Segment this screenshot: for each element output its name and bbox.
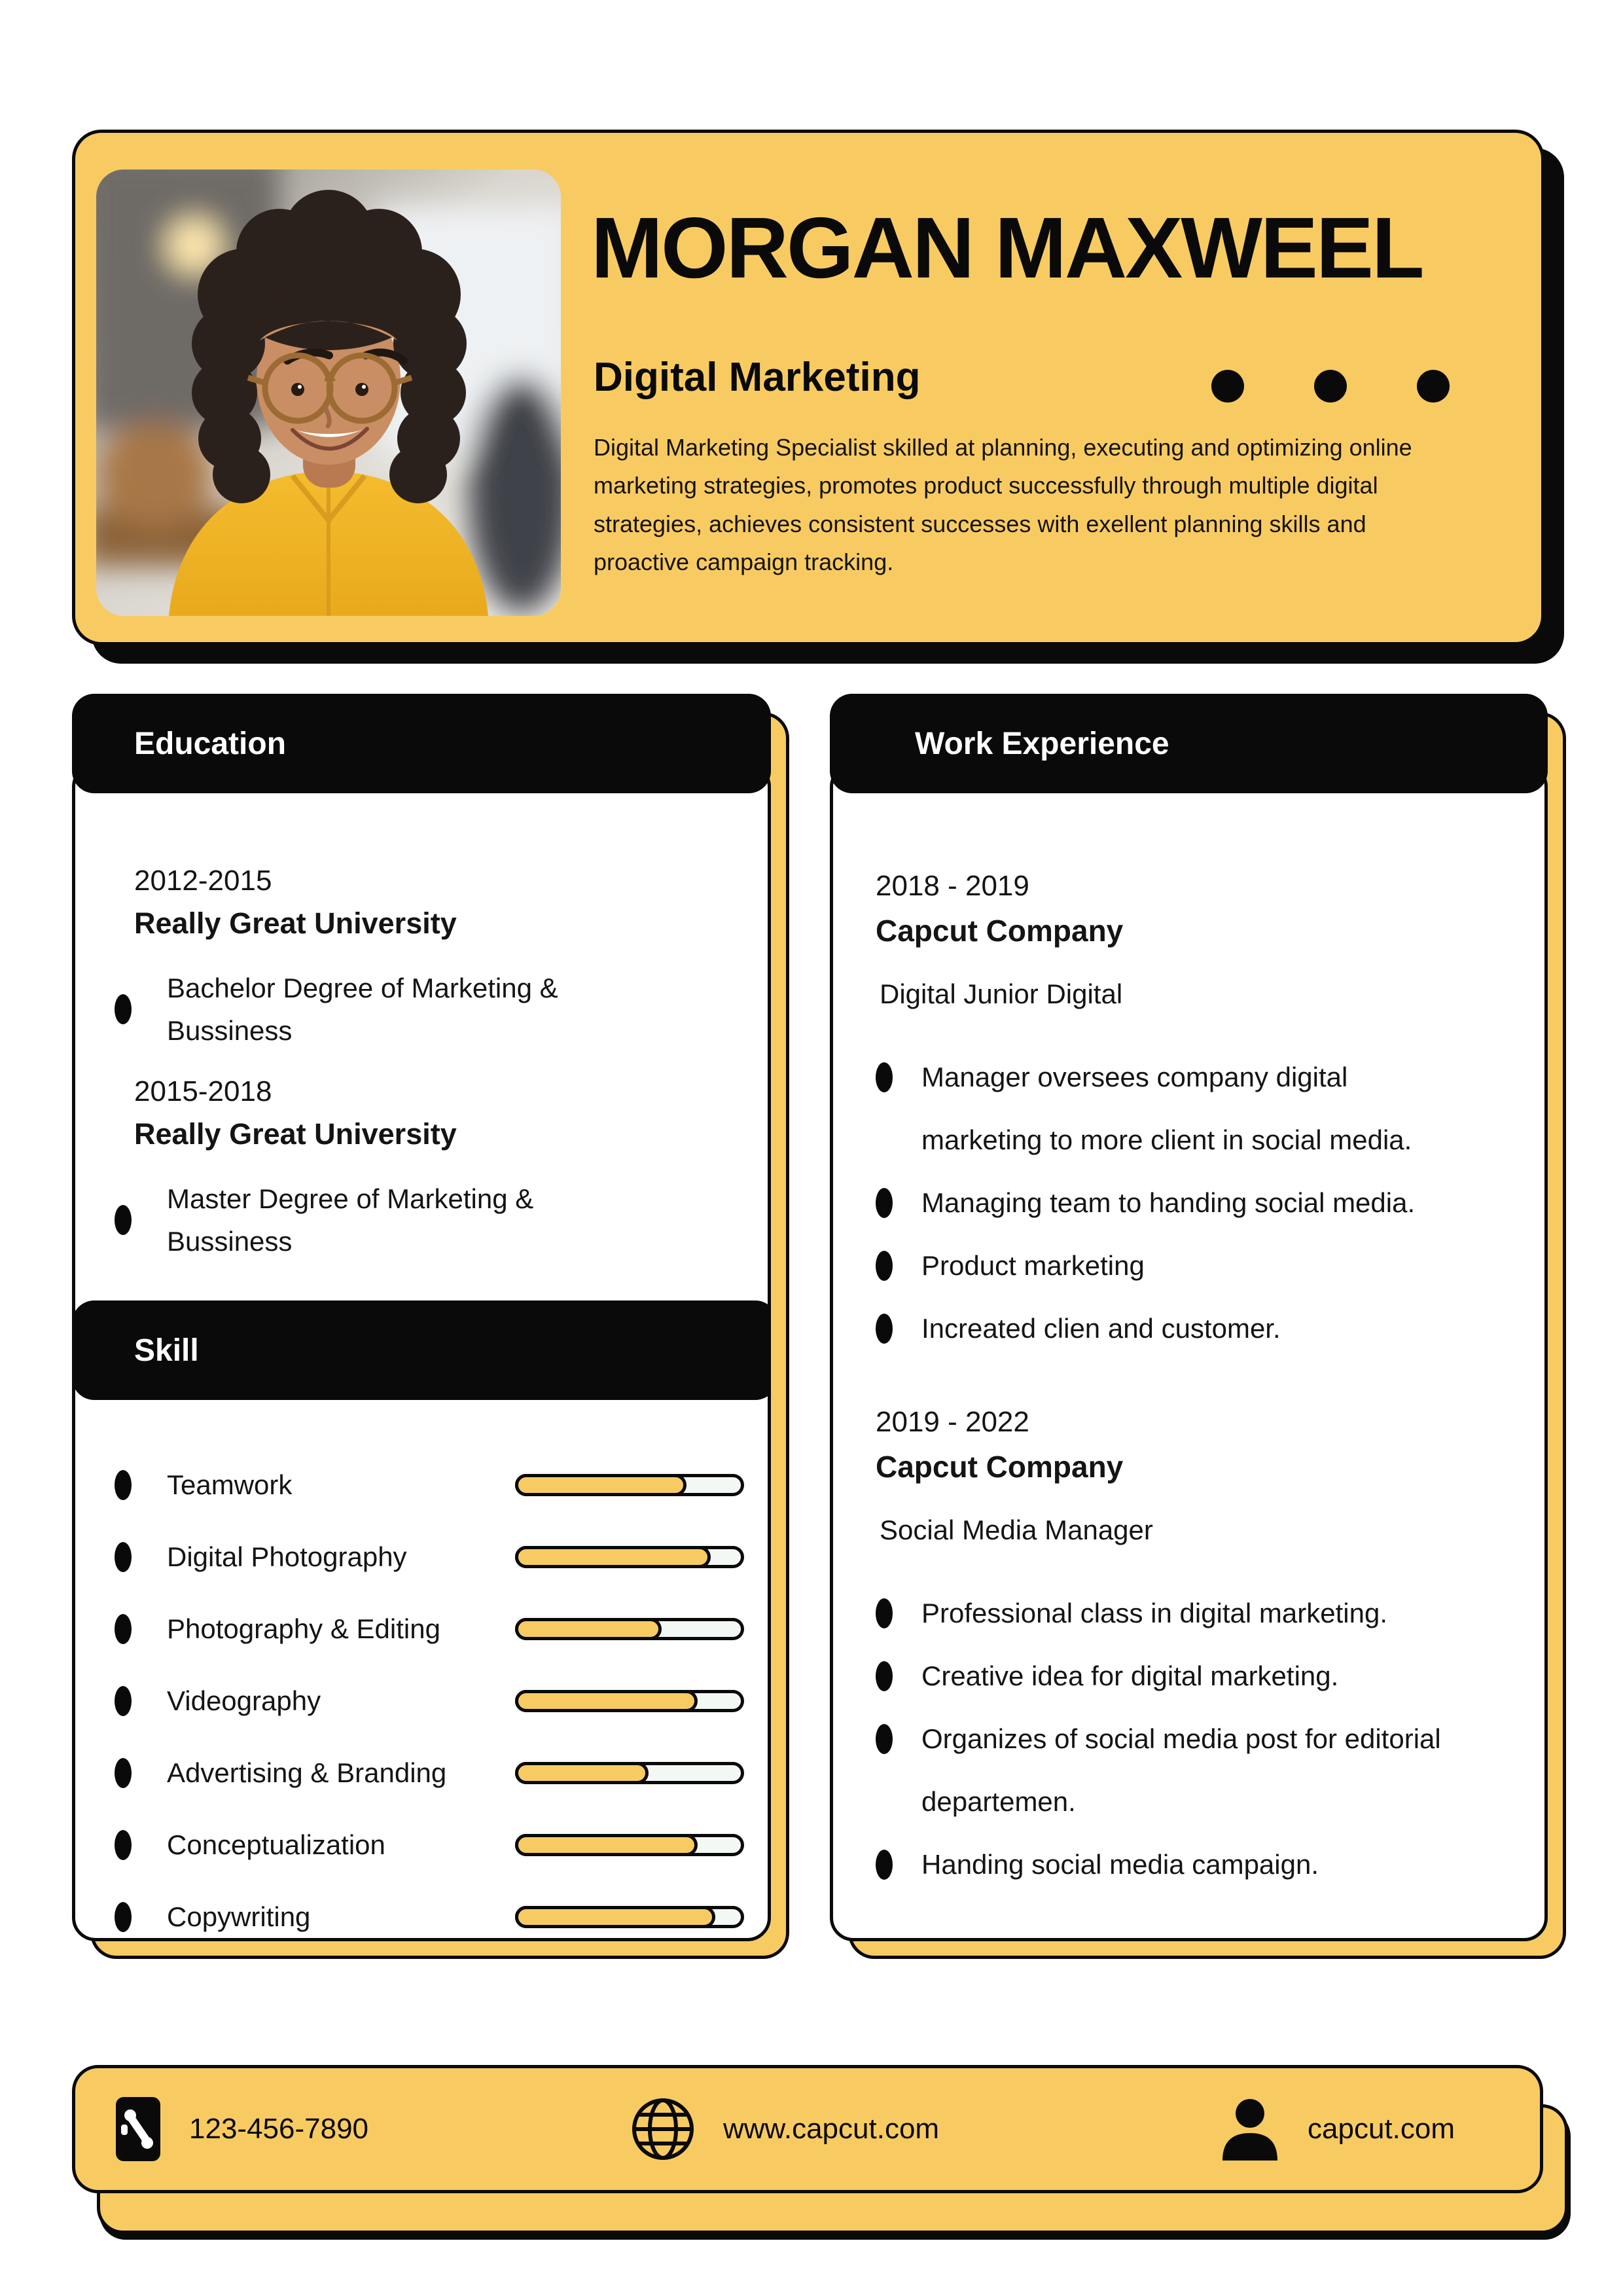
footer bbox=[72, 2065, 1543, 2193]
bullet-icon bbox=[115, 1614, 132, 1644]
globe-icon bbox=[630, 2096, 696, 2162]
decorative-dots bbox=[1211, 370, 1450, 403]
job-bullet-item bbox=[876, 1234, 1518, 1297]
job-bullet-text: Creative idea for digital marketing. bbox=[921, 1660, 1339, 1691]
dot-icon bbox=[1314, 370, 1347, 403]
footer-email-group bbox=[1008, 2096, 1494, 2162]
bullet-icon bbox=[115, 1830, 132, 1860]
job-company: Capcut Company bbox=[876, 914, 1124, 948]
bullet-icon bbox=[115, 1902, 132, 1932]
skill-bar-track bbox=[515, 1474, 744, 1496]
job-bullet-list bbox=[876, 1582, 1518, 1896]
job-role: Social Media Manager bbox=[880, 1515, 1153, 1545]
skill-bar-fill bbox=[515, 1618, 662, 1640]
skill-row bbox=[108, 1831, 744, 1859]
skill-label: Videography bbox=[167, 1685, 321, 1717]
work-heading: Work Experience bbox=[915, 726, 1169, 761]
education-heading: Education bbox=[134, 726, 287, 761]
job-bullet-text: Handing social media campaign. bbox=[921, 1849, 1319, 1880]
profile-photo bbox=[96, 170, 561, 616]
skill-bar-track bbox=[515, 1546, 744, 1568]
job-bullet-item bbox=[876, 1582, 1518, 1645]
skill-bar-fill bbox=[515, 1762, 649, 1784]
skill-row bbox=[108, 1543, 744, 1571]
right-column bbox=[830, 694, 1548, 1941]
bullet-icon bbox=[876, 1314, 893, 1344]
education-degree-item bbox=[108, 967, 744, 1052]
job-bullet-text: Managing team to handing social media. bbox=[921, 1187, 1416, 1218]
skill-bar-fill bbox=[515, 1546, 711, 1568]
skill-bar-fill bbox=[515, 1474, 687, 1496]
education-degree: Bachelor Degree of Marketing & Bussiness bbox=[167, 973, 558, 1047]
bullet-icon bbox=[876, 1251, 893, 1281]
skill-label: Digital Photography bbox=[167, 1541, 407, 1573]
person-name: MORGAN MAXWEEL bbox=[591, 200, 1423, 296]
skill-heading: Skill bbox=[134, 1333, 199, 1368]
skill-bar-fill bbox=[515, 1906, 715, 1928]
job-bullet-text: Professional class in digital marketing. bbox=[921, 1598, 1387, 1628]
skill-label: Advertising & Branding bbox=[167, 1757, 447, 1789]
bullet-icon bbox=[876, 1850, 893, 1880]
job-bullet-text: Manager oversees company digital marketing to more client in social media. bbox=[921, 1062, 1412, 1155]
footer-phone: 123-456-7890 bbox=[189, 2113, 369, 2145]
skill-row bbox=[108, 1687, 744, 1715]
education-years: 2012-2015 bbox=[134, 865, 272, 897]
skill-row bbox=[108, 1615, 744, 1643]
bullet-icon bbox=[876, 1188, 893, 1218]
skill-section-header-wrap bbox=[72, 1300, 771, 1400]
phone-icon bbox=[115, 2096, 162, 2162]
skill-section-header bbox=[72, 1300, 771, 1400]
bullet-icon bbox=[115, 1758, 132, 1788]
skill-label: Photography & Editing bbox=[167, 1613, 440, 1645]
person-icon bbox=[1220, 2096, 1280, 2162]
bullet-icon bbox=[115, 1205, 132, 1235]
job-bullet-text: Product marketing bbox=[921, 1250, 1145, 1281]
footer-email: capcut.com bbox=[1308, 2113, 1455, 2145]
job-bullet-item bbox=[876, 1645, 1518, 1708]
skill-bar-track bbox=[515, 1906, 744, 1928]
bullet-icon bbox=[115, 1470, 132, 1500]
job-role: Digital Junior Digital bbox=[880, 978, 1123, 1009]
work-section-header bbox=[830, 694, 1548, 793]
education-degree: Master Degree of Marketing & Bussiness bbox=[167, 1183, 534, 1257]
person-title: Digital Marketing bbox=[594, 355, 921, 400]
bullet-icon bbox=[876, 1062, 893, 1092]
education-school: Really Great University bbox=[134, 906, 457, 940]
bullet-icon bbox=[876, 1661, 893, 1691]
left-column bbox=[72, 694, 771, 1941]
skill-bar-track bbox=[515, 1618, 744, 1640]
job-years: 2018 - 2019 bbox=[876, 870, 1029, 902]
profile-photo-illustration bbox=[96, 170, 561, 616]
header-card bbox=[72, 130, 1544, 645]
job-bullet-item bbox=[876, 1833, 1518, 1896]
skill-bar-track bbox=[515, 1762, 744, 1784]
bullet-icon bbox=[115, 994, 132, 1024]
job-years: 2019 - 2022 bbox=[876, 1406, 1029, 1438]
bullet-icon bbox=[115, 1542, 132, 1572]
education-degree-item bbox=[108, 1177, 744, 1263]
job-bullet-text: Organizes of social media post for editorial departemen. bbox=[921, 1723, 1441, 1817]
skill-bar-track bbox=[515, 1834, 744, 1856]
skill-bar-fill bbox=[515, 1834, 698, 1856]
job-bullet-item bbox=[876, 1046, 1518, 1172]
skill-label: Teamwork bbox=[167, 1469, 293, 1501]
skill-label: Conceptualization bbox=[167, 1829, 385, 1861]
bullet-icon bbox=[876, 1724, 893, 1754]
skill-row bbox=[108, 1759, 744, 1787]
work-card bbox=[830, 763, 1548, 1941]
footer-bar bbox=[72, 2065, 1543, 2193]
footer-website: www.capcut.com bbox=[722, 2113, 940, 2145]
job-bullet-item bbox=[876, 1708, 1518, 1833]
job-bullet-text: Increated clien and customer. bbox=[921, 1313, 1281, 1344]
footer-website-group bbox=[562, 2096, 1008, 2162]
job-bullet-item bbox=[876, 1297, 1518, 1360]
skill-bar-fill bbox=[515, 1690, 698, 1712]
dot-icon bbox=[1417, 370, 1450, 403]
education-years: 2015-2018 bbox=[134, 1075, 272, 1108]
skill-label: Copywriting bbox=[167, 1901, 311, 1933]
education-school: Really Great University bbox=[134, 1117, 457, 1151]
skill-list bbox=[108, 1400, 744, 1931]
profile-summary: Digital Marketing Specialist skilled at planning, executing and optimizing online marketing strategies, promotes product successfully through multiple digital strategies, achieves consistent successes with exellent planning skills and proactive campaign tracking. bbox=[594, 434, 1412, 575]
job-bullet-list bbox=[876, 1046, 1518, 1360]
bullet-icon bbox=[115, 1686, 132, 1716]
education-skill-card bbox=[72, 763, 771, 1941]
job-company: Capcut Company bbox=[876, 1450, 1124, 1484]
skill-row bbox=[108, 1471, 744, 1499]
bullet-icon bbox=[876, 1598, 893, 1628]
job-bullet-item bbox=[876, 1172, 1518, 1234]
dot-icon bbox=[1211, 370, 1244, 403]
skill-row bbox=[108, 1903, 744, 1931]
education-section-header bbox=[72, 694, 771, 793]
skill-bar-track bbox=[515, 1690, 744, 1712]
footer-phone-group bbox=[115, 2096, 562, 2162]
